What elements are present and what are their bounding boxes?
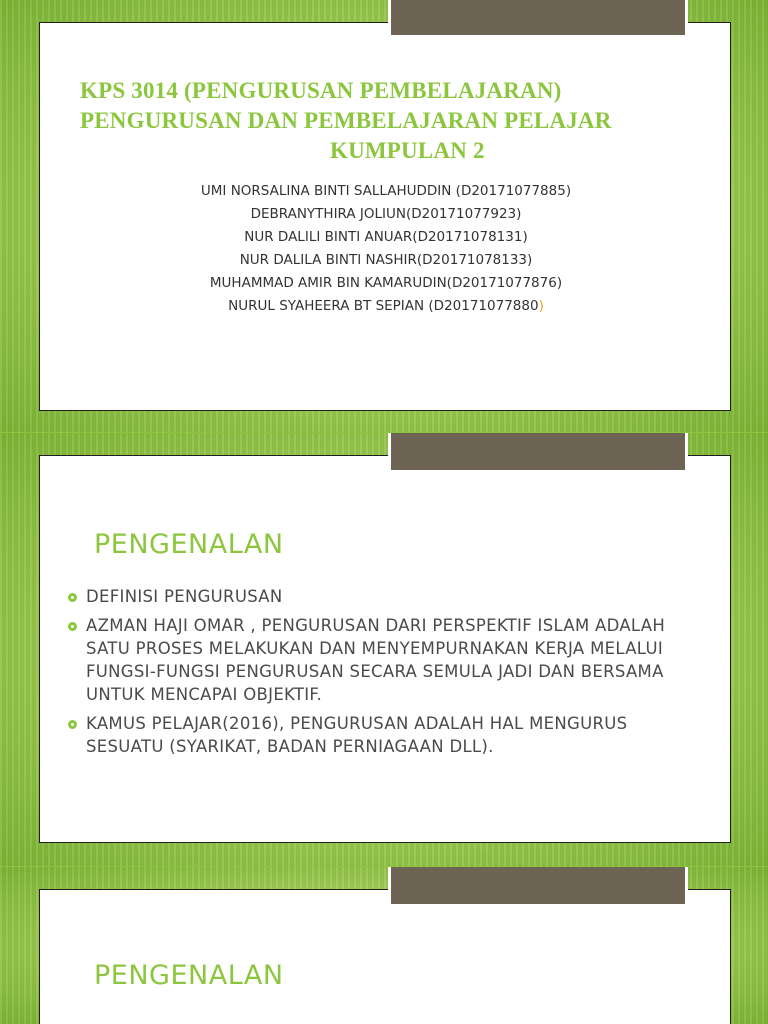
slide-3-header-tab: [388, 867, 688, 907]
bullet-item: [66, 614, 686, 706]
member-item-text: NURUL SYAHEERA BT SEPIAN (D20171077880: [228, 298, 539, 314]
member-item: UMI NORSALINA BINTI SALLAHUDDIN (D20171077885): [200, 183, 572, 199]
slide-3: [0, 867, 768, 1024]
slide-2-header-tab: [388, 433, 688, 473]
bullet-circle-icon: [68, 622, 77, 631]
bullet-text: DEFINISI PENGURUSAN: [86, 587, 283, 606]
member-item: NUR DALILA BINTI NASHIR(D20171078133): [239, 252, 533, 268]
member-item: NUR DALILI BINTI ANUAR(D20171078131): [244, 229, 528, 245]
slide-2-heading: PENGENALAN: [94, 529, 284, 560]
member-item: MUHAMMAD AMIR BIN KAMARUDIN(D20171077876): [209, 275, 563, 291]
bullet-circle-icon: [68, 720, 77, 729]
member-closing-paren: ): [538, 298, 544, 314]
title-line-3: KUMPULAN 2: [330, 138, 485, 163]
slide-2-bullet-list: [66, 585, 686, 764]
bullet-text: KAMUS PELAJAR(2016), PENGURUSAN ADALAH HAL MENGURUS SESUATU (SYARIKAT, BADAN PERNIAGAAN DLL).: [86, 714, 628, 756]
slide-3-heading: PENGENALAN: [94, 960, 284, 991]
slide-3-card: [39, 889, 731, 1024]
member-item: DEBRANYTHIRA JOLIUN(D20171077923): [250, 206, 522, 222]
bullet-item: [66, 585, 686, 608]
bullet-item: [66, 712, 686, 758]
slide-2: [0, 433, 768, 866]
member-list: [40, 180, 732, 318]
bullet-text: AZMAN HAJI OMAR , PENGURUSAN DARI PERSPEKTIF ISLAM ADALAH SATU PROSES MELAKUKAN DAN MENYEMPURNAKAN KERJA MELALUI FUNGSI-FUNGSI PENGURUSAN SECARA SEMULA JADI DAN BERSAMA UNTUK MENCAPAI OBJEKTIF.: [86, 616, 666, 704]
slide-1-header-tab: [388, 0, 688, 38]
bullet-circle-icon: [68, 593, 77, 602]
member-item: [40, 295, 732, 318]
title-line-1: KPS 3014 (PENGURUSAN PEMBELAJARAN): [80, 78, 562, 103]
slide-1: [0, 0, 768, 432]
slide-1-title: [80, 76, 680, 166]
title-line-2: PENGURUSAN DAN PEMBELAJARAN PELAJAR: [80, 108, 612, 133]
